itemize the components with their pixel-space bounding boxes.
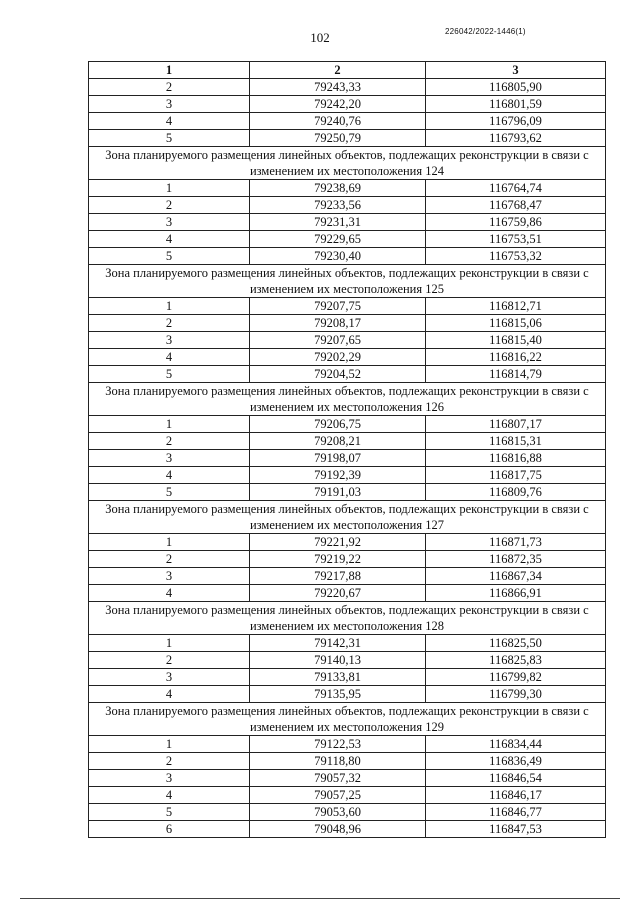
table-row	[89, 298, 606, 315]
table-header-row	[89, 62, 606, 79]
y-coordinate-cell: 116805,90	[426, 79, 606, 96]
x-coordinate-cell: 79230,40	[250, 248, 426, 265]
zone-header-row	[89, 265, 606, 298]
x-coordinate-cell: 79231,31	[250, 214, 426, 231]
zone-header-row	[89, 602, 606, 635]
y-coordinate-cell: 116812,71	[426, 298, 606, 315]
point-number-cell: 3	[89, 450, 250, 467]
point-number-cell: 3	[89, 332, 250, 349]
point-number-cell: 4	[89, 787, 250, 804]
y-coordinate-cell: 116825,83	[426, 652, 606, 669]
x-coordinate-cell: 79048,96	[250, 821, 426, 838]
table-row	[89, 551, 606, 568]
x-coordinate-cell: 79243,33	[250, 79, 426, 96]
y-coordinate-cell: 116793,62	[426, 130, 606, 147]
zone-title: Зона планируемого размещения линейных объектов, подлежащих реконструкции в связи с изменением их местоположения 124	[89, 147, 606, 180]
y-coordinate-cell: 116799,30	[426, 686, 606, 703]
x-coordinate-cell: 79118,80	[250, 753, 426, 770]
x-coordinate-cell: 79240,76	[250, 113, 426, 130]
point-number-cell: 1	[89, 736, 250, 753]
table-body	[89, 79, 606, 838]
table-row	[89, 349, 606, 366]
point-number-cell: 6	[89, 821, 250, 838]
point-number-cell: 1	[89, 534, 250, 551]
y-coordinate-cell: 116872,35	[426, 551, 606, 568]
y-coordinate-cell: 116815,06	[426, 315, 606, 332]
table-row	[89, 484, 606, 501]
y-coordinate-cell: 116834,44	[426, 736, 606, 753]
y-coordinate-cell: 116847,53	[426, 821, 606, 838]
y-coordinate-cell: 116753,32	[426, 248, 606, 265]
table-row	[89, 736, 606, 753]
x-coordinate-cell: 79219,22	[250, 551, 426, 568]
y-coordinate-cell: 116816,22	[426, 349, 606, 366]
y-coordinate-cell: 116759,86	[426, 214, 606, 231]
y-coordinate-cell: 116846,17	[426, 787, 606, 804]
table-row	[89, 669, 606, 686]
table-row	[89, 214, 606, 231]
table-row	[89, 79, 606, 96]
table-row	[89, 770, 606, 787]
point-number-cell: 2	[89, 433, 250, 450]
point-number-cell: 3	[89, 568, 250, 585]
y-coordinate-cell: 116796,09	[426, 113, 606, 130]
x-coordinate-cell: 79204,52	[250, 366, 426, 383]
y-coordinate-cell: 116753,51	[426, 231, 606, 248]
x-coordinate-cell: 79207,65	[250, 332, 426, 349]
x-coordinate-cell: 79057,32	[250, 770, 426, 787]
table-row	[89, 821, 606, 838]
y-coordinate-cell: 116817,75	[426, 467, 606, 484]
table-row	[89, 568, 606, 585]
point-number-cell: 5	[89, 130, 250, 147]
y-coordinate-cell: 116799,82	[426, 669, 606, 686]
table-row	[89, 366, 606, 383]
x-coordinate-cell: 79053,60	[250, 804, 426, 821]
table-row	[89, 635, 606, 652]
point-number-cell: 2	[89, 79, 250, 96]
x-coordinate-cell: 79229,65	[250, 231, 426, 248]
point-number-cell: 5	[89, 804, 250, 821]
y-coordinate-cell: 116815,31	[426, 433, 606, 450]
zone-header-row	[89, 501, 606, 534]
table-row	[89, 686, 606, 703]
point-number-cell: 4	[89, 585, 250, 602]
point-number-cell: 2	[89, 753, 250, 770]
table-row	[89, 534, 606, 551]
point-number-cell: 1	[89, 298, 250, 315]
y-coordinate-cell: 116846,54	[426, 770, 606, 787]
table-row	[89, 787, 606, 804]
table-row	[89, 433, 606, 450]
x-coordinate-cell: 79238,69	[250, 180, 426, 197]
table-row	[89, 180, 606, 197]
point-number-cell: 3	[89, 669, 250, 686]
table-row	[89, 753, 606, 770]
point-number-cell: 3	[89, 96, 250, 113]
table-row	[89, 248, 606, 265]
y-coordinate-cell: 116836,49	[426, 753, 606, 770]
table-row	[89, 652, 606, 669]
x-coordinate-cell: 79198,07	[250, 450, 426, 467]
table-row	[89, 96, 606, 113]
point-number-cell: 2	[89, 551, 250, 568]
x-coordinate-cell: 79135,95	[250, 686, 426, 703]
y-coordinate-cell: 116867,34	[426, 568, 606, 585]
point-number-cell: 5	[89, 366, 250, 383]
point-number-cell: 4	[89, 113, 250, 130]
x-coordinate-cell: 79233,56	[250, 197, 426, 214]
y-coordinate-cell: 116846,77	[426, 804, 606, 821]
y-coordinate-cell: 116871,73	[426, 534, 606, 551]
point-number-cell: 2	[89, 315, 250, 332]
x-coordinate-cell: 79140,13	[250, 652, 426, 669]
point-number-cell: 1	[89, 180, 250, 197]
point-number-cell: 2	[89, 197, 250, 214]
point-number-cell: 5	[89, 484, 250, 501]
table-row	[89, 467, 606, 484]
zone-title: Зона планируемого размещения линейных объектов, подлежащих реконструкции в связи с изменением их местоположения 126	[89, 383, 606, 416]
point-number-cell: 4	[89, 349, 250, 366]
column-header-number: 1	[89, 62, 250, 79]
coordinates-table	[88, 61, 606, 838]
table-row	[89, 804, 606, 821]
x-coordinate-cell: 79192,39	[250, 467, 426, 484]
point-number-cell: 1	[89, 416, 250, 433]
x-coordinate-cell: 79122,53	[250, 736, 426, 753]
column-header-x: 2	[250, 62, 426, 79]
y-coordinate-cell: 116809,76	[426, 484, 606, 501]
table-row	[89, 231, 606, 248]
point-number-cell: 2	[89, 652, 250, 669]
zone-header-row	[89, 383, 606, 416]
x-coordinate-cell: 79057,25	[250, 787, 426, 804]
y-coordinate-cell: 116816,88	[426, 450, 606, 467]
bottom-divider	[20, 898, 620, 899]
point-number-cell: 4	[89, 467, 250, 484]
x-coordinate-cell: 79242,20	[250, 96, 426, 113]
table-row	[89, 113, 606, 130]
point-number-cell: 4	[89, 231, 250, 248]
table-row	[89, 416, 606, 433]
x-coordinate-cell: 79250,79	[250, 130, 426, 147]
x-coordinate-cell: 79220,67	[250, 585, 426, 602]
zone-header-row	[89, 147, 606, 180]
page-number: 102	[310, 30, 330, 45]
point-number-cell: 4	[89, 686, 250, 703]
x-coordinate-cell: 79133,81	[250, 669, 426, 686]
table-row	[89, 315, 606, 332]
y-coordinate-cell: 116866,91	[426, 585, 606, 602]
x-coordinate-cell: 79208,21	[250, 433, 426, 450]
zone-header-row	[89, 703, 606, 736]
y-coordinate-cell: 116801,59	[426, 96, 606, 113]
x-coordinate-cell: 79202,29	[250, 349, 426, 366]
zone-title: Зона планируемого размещения линейных объектов, подлежащих реконструкции в связи с изменением их местоположения 128	[89, 602, 606, 635]
y-coordinate-cell: 116815,40	[426, 332, 606, 349]
y-coordinate-cell: 116825,50	[426, 635, 606, 652]
table-row	[89, 197, 606, 214]
zone-title: Зона планируемого размещения линейных объектов, подлежащих реконструкции в связи с изменением их местоположения 125	[89, 265, 606, 298]
table-row	[89, 450, 606, 467]
x-coordinate-cell: 79217,88	[250, 568, 426, 585]
y-coordinate-cell: 116807,17	[426, 416, 606, 433]
column-header-y: 3	[426, 62, 606, 79]
point-number-cell: 5	[89, 248, 250, 265]
table-row	[89, 130, 606, 147]
zone-title: Зона планируемого размещения линейных объектов, подлежащих реконструкции в связи с изменением их местоположения 129	[89, 703, 606, 736]
point-number-cell: 3	[89, 770, 250, 787]
zone-title: Зона планируемого размещения линейных объектов, подлежащих реконструкции в связи с изменением их местоположения 127	[89, 501, 606, 534]
y-coordinate-cell: 116768,47	[426, 197, 606, 214]
x-coordinate-cell: 79191,03	[250, 484, 426, 501]
document-code: 226042/2022-1446(1)	[445, 27, 526, 36]
x-coordinate-cell: 79221,92	[250, 534, 426, 551]
table-row	[89, 332, 606, 349]
point-number-cell: 1	[89, 635, 250, 652]
x-coordinate-cell: 79206,75	[250, 416, 426, 433]
x-coordinate-cell: 79142,31	[250, 635, 426, 652]
x-coordinate-cell: 79207,75	[250, 298, 426, 315]
point-number-cell: 3	[89, 214, 250, 231]
y-coordinate-cell: 116814,79	[426, 366, 606, 383]
table-row	[89, 585, 606, 602]
y-coordinate-cell: 116764,74	[426, 180, 606, 197]
x-coordinate-cell: 79208,17	[250, 315, 426, 332]
